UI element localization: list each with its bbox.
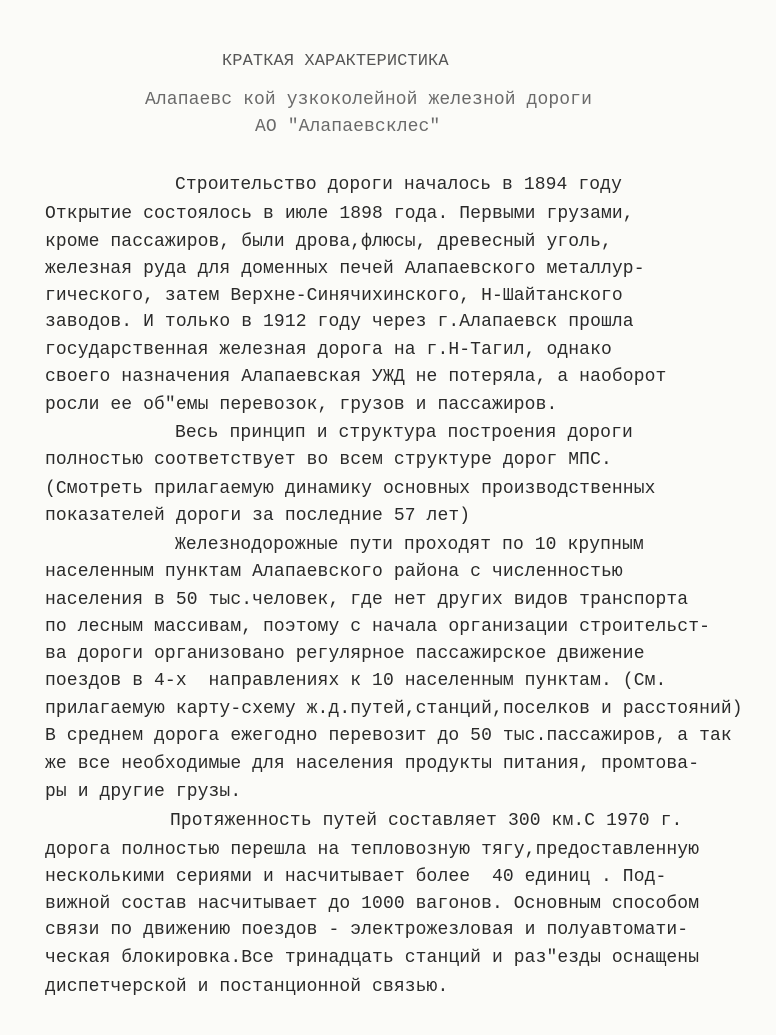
text-line: несколькими сериями и насчитывает более 40 единиц . Под- <box>45 867 667 887</box>
text-line: кроме пассажиров, были дрова,флюсы, древесный уголь, <box>45 232 612 252</box>
text-line: ческая блокировка.Все тринадцать станций и раз"езды оснащены <box>45 948 700 968</box>
text-line: Весь принцип и структура построения дороги <box>175 423 633 443</box>
text-line: вижной состав насчитывает до 1000 вагонов. Основным способом <box>45 894 700 914</box>
text-line: диспетчерской и постанционной связью. <box>45 977 449 997</box>
text-line: железная руда для доменных печей Алапаевского металлур- <box>45 259 645 279</box>
document-title: КРАТКАЯ ХАРАКТЕРИСТИКА <box>222 52 449 71</box>
document-subtitle: Алапаевс кой узкоколейной железной дороги <box>145 90 592 110</box>
text-line: Протяженность путей составляет 300 км.С 1970 г. <box>170 811 683 831</box>
text-line: Строительство дороги началось в 1894 году <box>175 175 622 195</box>
text-line: прилагаемую карту-схему ж.д.путей,станций,поселков и расстояний) <box>45 699 743 719</box>
text-line: дорога полностью перешла на тепловозную тягу,предоставленную <box>45 840 700 860</box>
document-subtitle-org: АО "Алапаевсклес" <box>255 117 441 137</box>
text-line: гического, затем Верхне-Синячихинского, Н-Шайтанского <box>45 286 623 306</box>
text-line: Железнодорожные пути проходят по 10 крупным <box>175 535 644 555</box>
text-line: полностью соответствует во всем структуре дорог МПС. <box>45 450 612 470</box>
text-line: поездов в 4-х направлениях к 10 населенным пунктам. (См. <box>45 671 667 691</box>
text-line: своего назначения Алапаевская УЖД не потеряла, а наоборот <box>45 367 667 387</box>
text-line: ва дороги организовано регулярное пассажирское движение <box>45 644 645 664</box>
text-line: по лесным массивам, поэтому с начала организации строительст- <box>45 617 711 637</box>
text-line: ры и другие грузы. <box>45 782 242 802</box>
text-line: показателей дороги за последние 57 лет) <box>45 506 471 526</box>
text-line: же все необходимые для населения продукты питания, промтова- <box>45 754 700 774</box>
text-line: населения в 50 тыс.человек, где нет других видов транспорта <box>45 590 689 610</box>
text-line: заводов. И только в 1912 году через г.Алапаевск прошла <box>45 312 634 332</box>
text-line: государственная железная дорога на г.Н-Тагил, однако <box>45 340 612 360</box>
text-line: населенным пунктам Алапаевского района с численностью <box>45 562 623 582</box>
text-line: В среднем дорога ежегодно перевозит до 50 тыс.пассажиров, а так <box>45 726 732 746</box>
text-line: связи по движению поездов - электрожезловая и полуавтомати- <box>45 920 689 940</box>
text-line: росли ее об"емы перевозок, грузов и пассажиров. <box>45 395 558 415</box>
text-line: Открытие состоялось в июле 1898 года. Первыми грузами, <box>45 204 634 224</box>
text-line: (Смотреть прилагаемую динамику основных производственных <box>45 479 656 499</box>
